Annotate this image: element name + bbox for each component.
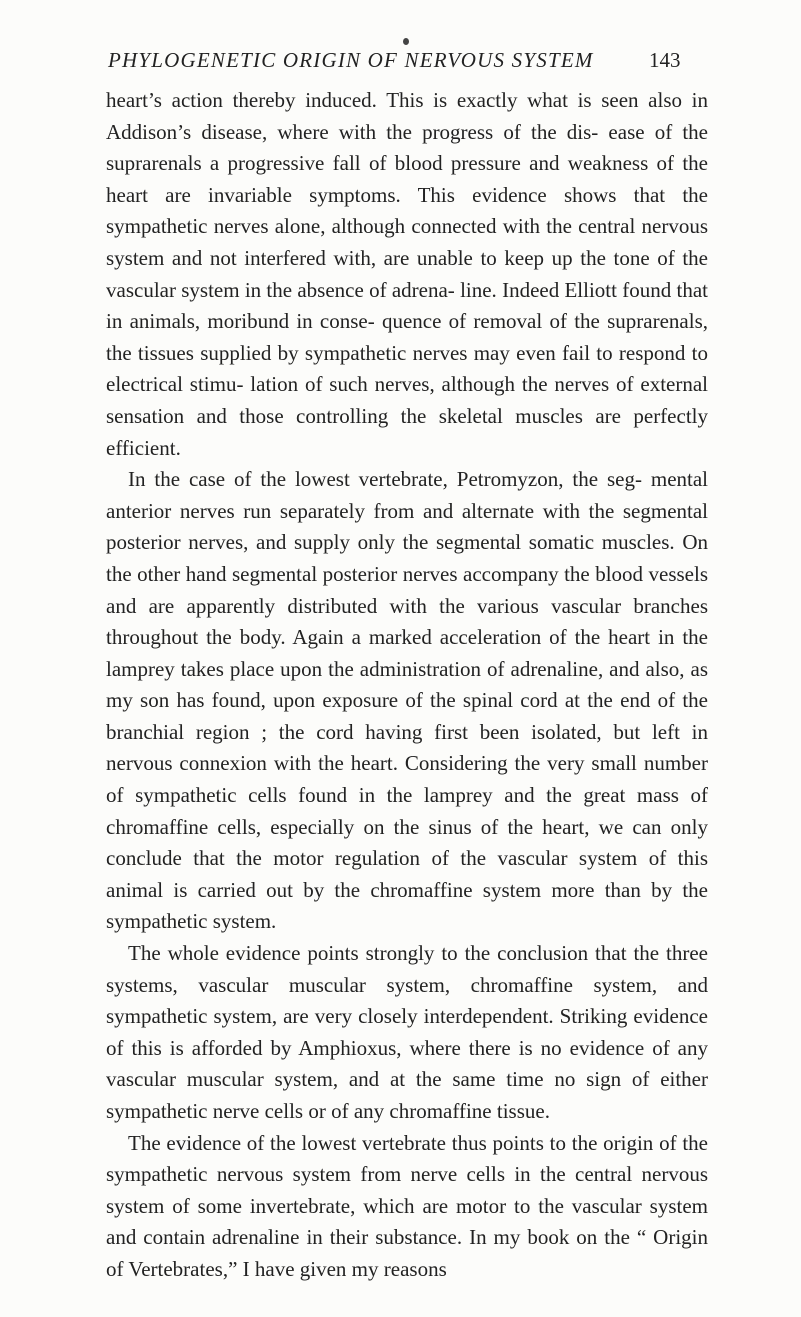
page-number: 143 [649,48,681,72]
paragraph-3: The whole evidence points strongly to the conclusion that the three systems, vascular muscular system, chromaffine system, and sympathetic system, are very closely interdependent. Striking evidence of this is afforded by Amphioxus, where there is no evidence of any vascular muscular system, and at the same time no sign of either sympathetic nerve cells or of any chromaffine tissue. [106,941,708,1123]
paragraph-1: heart’s action thereby induced. This is exactly what is seen also in Addison’s disease, where with the progress of the dis- ease of the suprarenals a progressive fall of blood pressure and weakness of the heart are invariable symptoms. This evidence shows that the sympathetic nerves alone, although connected with the central nervous system and not interfered with, are unable to keep up the tone of the vascular system in the absence of adrena- line. Indeed Elliott found that in animals, moribund in conse- quence of removal of the suprarenals, the tissues supplied by sympathetic nerves may even fail to respond to electrical stimu- lation of such nerves, although the nerves of external sensation and those controlling the skeletal muscles are perfectly efficient. [106,88,708,460]
paragraph-2: In the case of the lowest vertebrate, Petromyzon, the seg- mental anterior nerves run separately from and alternate with the segmental posterior nerves, and supply only the segmental somatic muscles. On the other hand segmental posterior nerves accompany the blood vessels and are apparently distributed with the various vascular branches throughout the body. Again a marked acceleration of the heart in the lamprey takes place upon the administration of adrenaline, and also, as my son has found, upon exposure of the spinal cord at the end of the branchial region ; the cord having first been isolated, but left in nervous connexion with the heart. Considering the very small number of sympathetic cells found in the lamprey and the great mass of chromaffine cells, especially on the sinus of the heart, we can only conclude that the motor regulation of the vascular system of this animal is carried out by the chromaffine system more than by the sympathetic system. [106,467,708,934]
running-head [108,38,708,78]
running-head-title: PHYLOGENETIC ORIGIN OF NERVOUS SYSTEM [108,48,594,72]
body-text [106,85,708,1286]
ink-mark [403,38,409,45]
paragraph-4: The evidence of the lowest vertebrate thus points to the origin of the sympathetic nervous system from nerve cells in the central nervous system of some invertebrate, which are motor to the vascular system and contain adrenaline in their substance. In my book on the “ Origin of Vertebrates,” I have given my reasons [106,1130,708,1281]
